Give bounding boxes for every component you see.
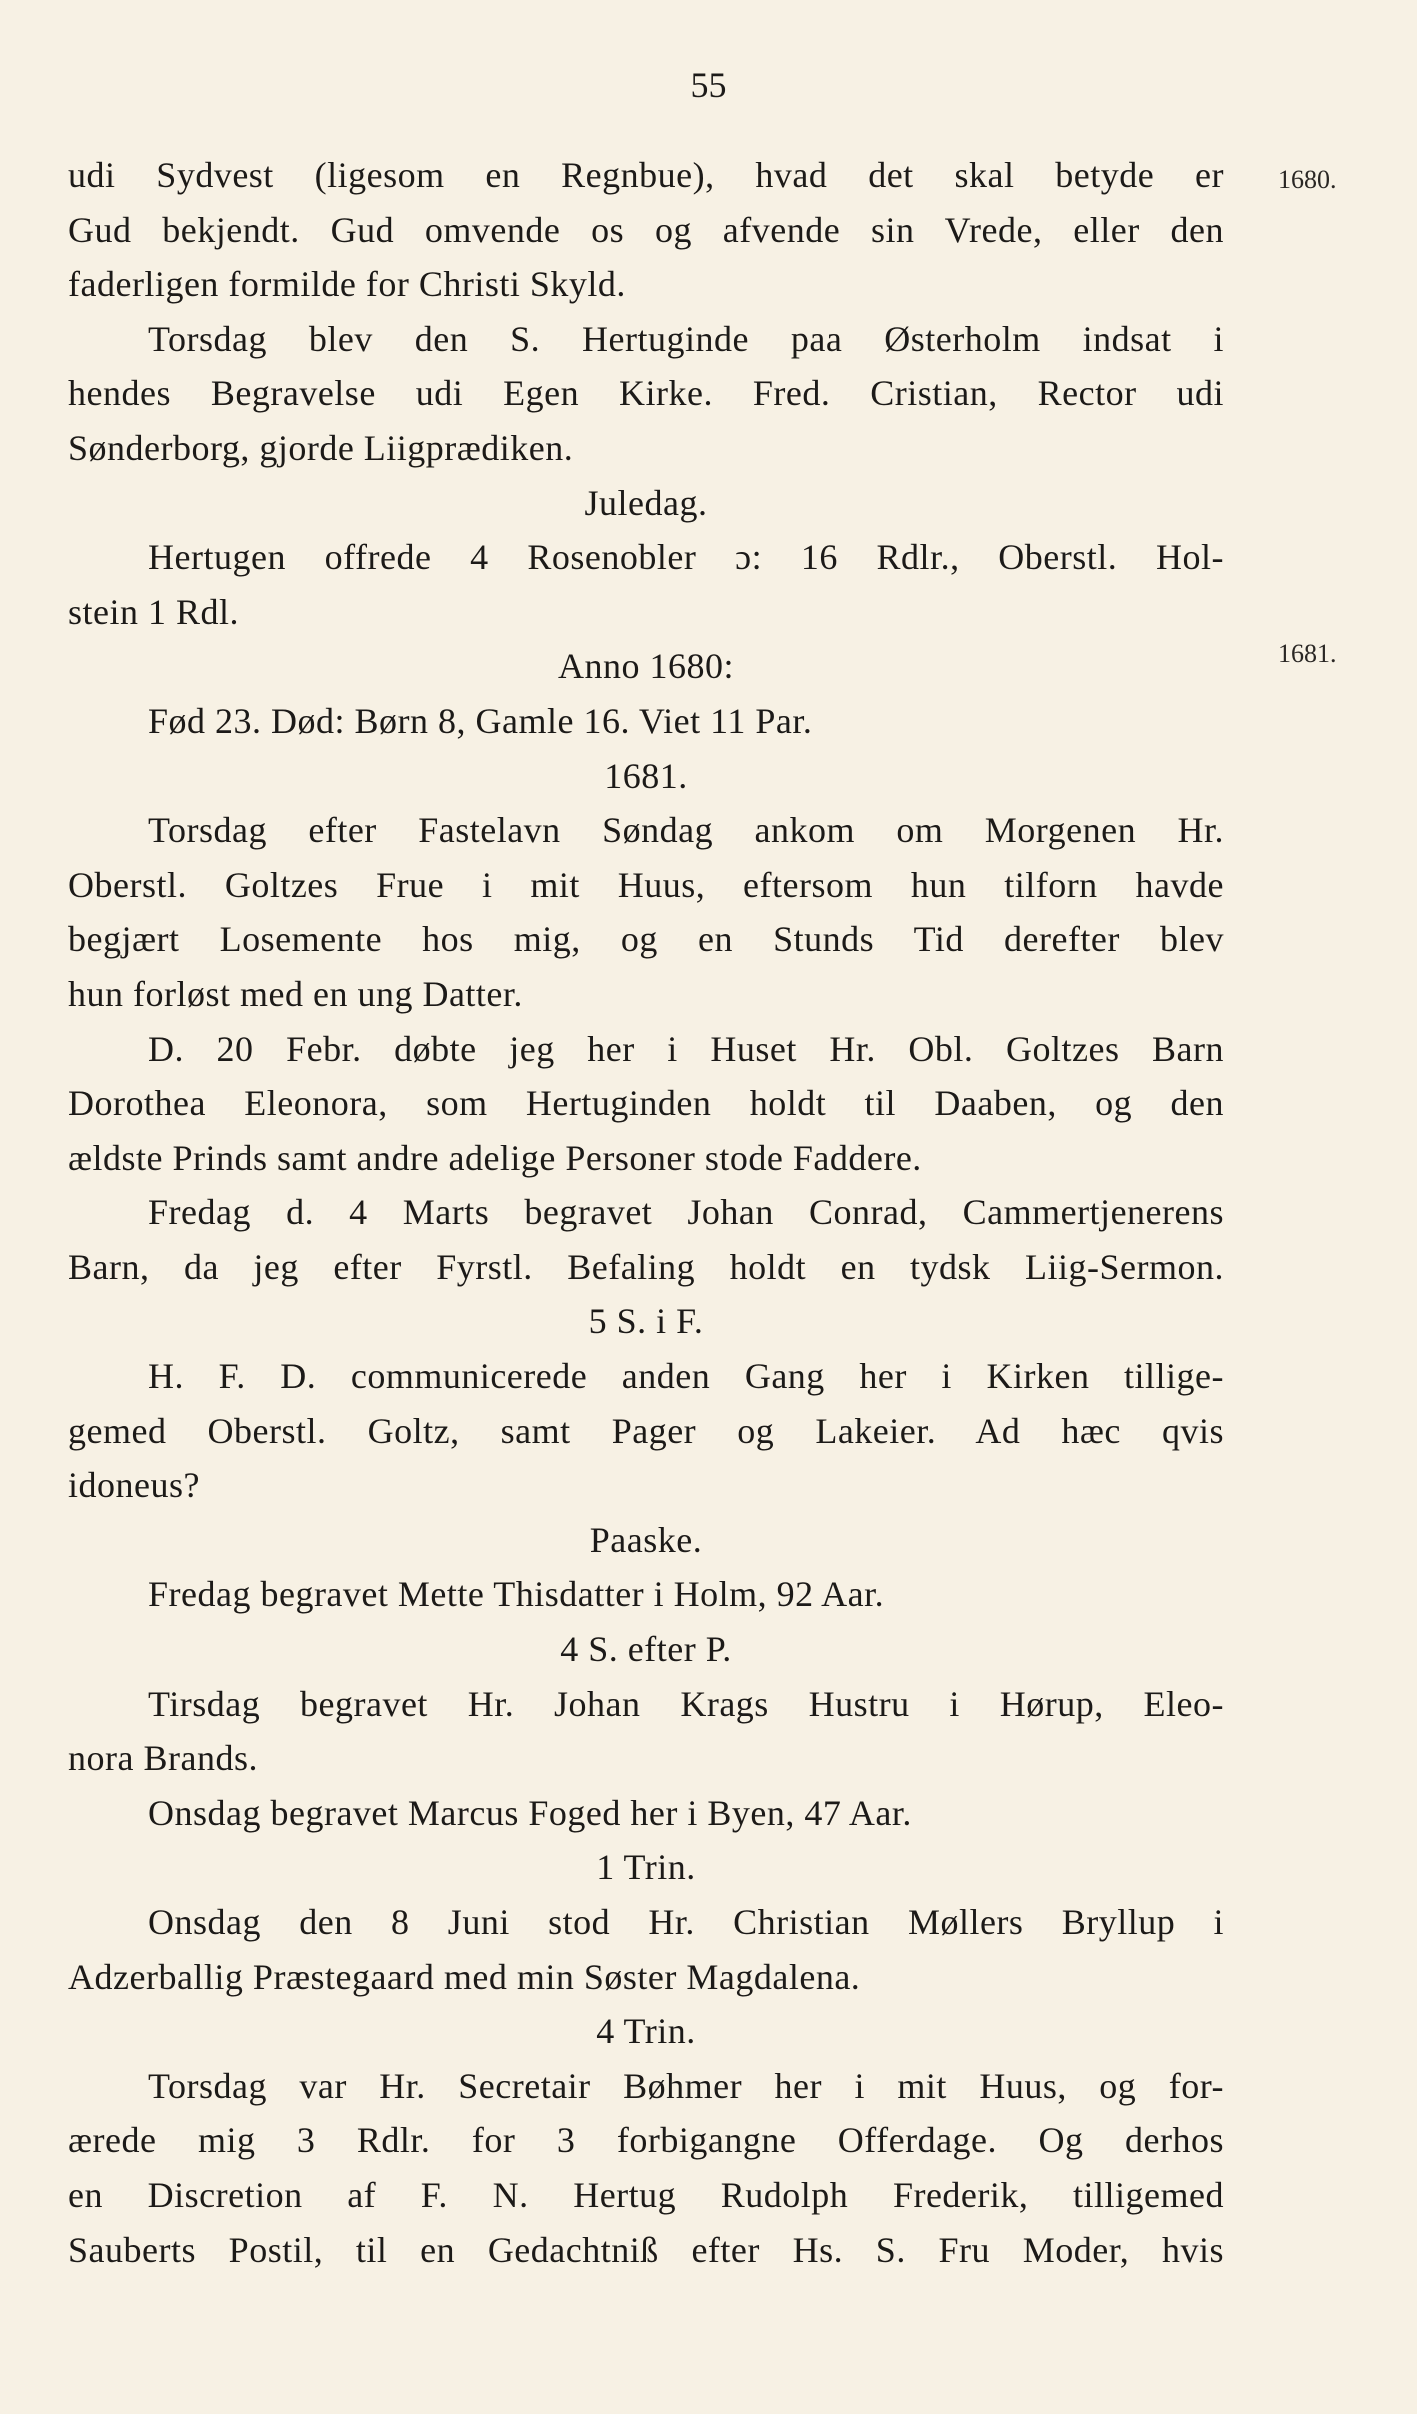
text-line: Barn, da jeg efter Fyrstl. Befaling holdt en tydsk Liig-Sermon.: [68, 1246, 1224, 1287]
section-heading: 4 S. efter P.: [560, 1629, 732, 1670]
text-line: Gud bekjendt. Gud omvende os og afvende sin Vrede, eller den: [68, 209, 1224, 250]
section-heading: Juledag.: [584, 482, 708, 523]
text-line: Torsdag efter Fastelavn Søndag ankom om Morgenen Hr.: [148, 810, 1224, 851]
text-line: begjært Losemente hos mig, og en Stunds Tid derefter blev: [68, 919, 1224, 960]
text-line: stein 1 Rdl.: [68, 591, 240, 632]
text-line: D. 20 Febr. døbte jeg her i Huset Hr. Obl. Goltzes Barn: [148, 1028, 1224, 1069]
text-line: gemed Oberstl. Goltz, samt Pager og Lakeier. Ad hæc qvis: [68, 1410, 1224, 1451]
margin-note-year-1681: 1681.: [1278, 639, 1337, 668]
text-line: ældste Prinds samt andre adelige Personer stode Faddere.: [68, 1137, 922, 1178]
text-line: Sauberts Postil, til en Gedachtniß efter Hs. S. Fru Moder, hvis: [68, 2229, 1224, 2270]
section-heading: Anno 1680:: [558, 646, 734, 687]
section-heading: 1 Trin.: [596, 1847, 696, 1888]
text-line: H. F. D. communicerede anden Gang her i Kirken tillige-: [148, 1356, 1224, 1397]
text-line: Fredag d. 4 Marts begravet Johan Conrad, Cammertjenerens: [148, 1192, 1224, 1233]
text-line: idoneus?: [68, 1465, 200, 1506]
text-line: Adzerballig Præstegaard med min Søster Magdalena.: [68, 1956, 861, 1997]
text-line: Torsdag var Hr. Secretair Bøhmer her i mit Huus, og for-: [148, 2065, 1224, 2106]
text-line: Dorothea Eleonora, som Hertuginden holdt til Daaben, og den: [68, 1083, 1224, 1124]
text-line: ærede mig 3 Rdlr. for 3 forbigangne Offerdage. Og derhos: [68, 2120, 1224, 2161]
text-line: Oberstl. Goltzes Frue i mit Huus, eftersom hun tilforn havde: [68, 864, 1224, 905]
text-line: hendes Begravelse udi Egen Kirke. Fred. Cristian, Rector udi: [68, 373, 1224, 414]
text-line: udi Sydvest (ligesom en Regnbue), hvad det skal betyde er: [68, 155, 1224, 195]
text-line: en Discretion af F. N. Hertug Rudolph Frederik, tilligemed: [68, 2174, 1224, 2215]
text-line: Tirsdag begravet Hr. Johan Krags Hustru i Hørup, Eleo-: [148, 1683, 1224, 1724]
text-line: Hertugen offrede 4 Rosenobler ɔ: 16 Rdlr., Oberstl. Hol-: [148, 537, 1224, 578]
page-number: 55: [690, 65, 727, 105]
body-text: [68, 148, 1224, 2277]
section-heading: 4 Trin.: [596, 2011, 696, 2052]
section-heading: Paaske.: [589, 1519, 703, 1560]
section-heading: 5 S. i F.: [588, 1301, 704, 1342]
text-line: Onsdag begravet Marcus Foged her i Byen, 47 Aar.: [148, 1792, 912, 1833]
margin-note-year-1680: 1680.: [1278, 165, 1337, 194]
text-line: nora Brands.: [68, 1738, 258, 1779]
text-line: Onsdag den 8 Juni stod Hr. Christian Møllers Bryllup i: [148, 1902, 1224, 1942]
section-heading: 1681.: [604, 755, 688, 796]
text-line: Sønderborg, gjorde Liigprædiken.: [68, 427, 574, 468]
text-line: Fød 23. Død: Børn 8, Gamle 16. Viet 11 Par.: [148, 700, 813, 741]
text-line: Fredag begravet Mette Thisdatter i Holm, 92 Aar.: [148, 1574, 885, 1615]
text-line: Torsdag blev den S. Hertuginde paa Østerholm indsat i: [148, 318, 1224, 359]
text-line: hun forløst med en ung Datter.: [68, 973, 523, 1014]
text-line: faderligen formilde for Christi Skyld.: [68, 264, 626, 305]
